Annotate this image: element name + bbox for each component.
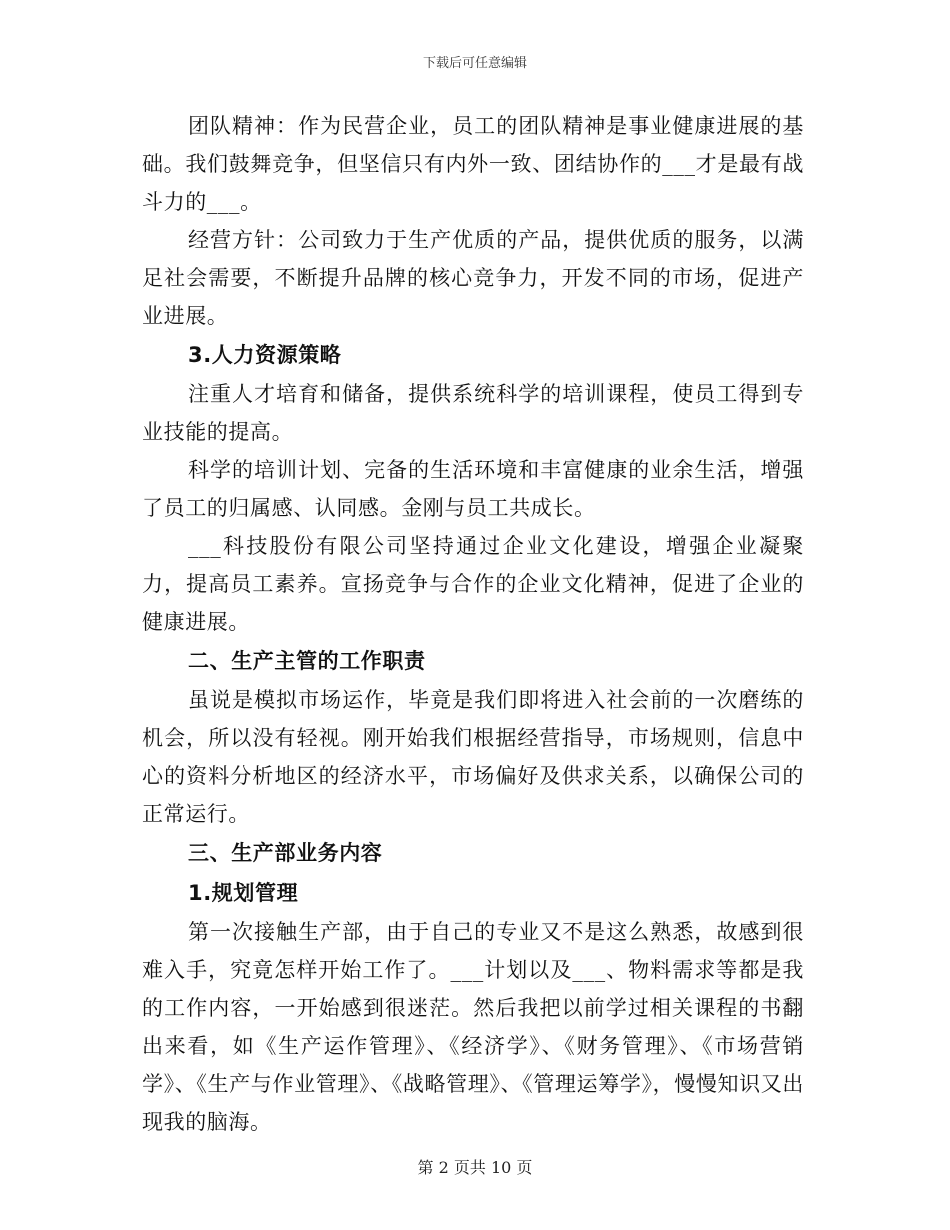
paragraph-training-plan: 科学的培训计划、完备的生活环境和丰富健康的业余生活，增强了员工的归属感、认同感。金刚与员工共成长。 (142, 458, 804, 520)
page-footer: 第 2 页共 10 页 (417, 1158, 533, 1177)
heading-production-manager-duties: 二、生产主管的工作职责 (188, 649, 426, 673)
paragraph-corporate-culture: ___科技股份有限公司坚持通过企业文化建设，增强企业凝聚力，提高员工素养。宣扬竞争与合作的企业文化精神，促进了企业的健康进展。 (142, 534, 804, 634)
paragraph-talent-training: 注重人才培育和储备，提供系统科学的培训课程，使员工得到专业技能的提高。 (142, 382, 804, 444)
paragraph-first-contact: 第一次接触生产部，由于自己的专业又不是这么熟悉，故感到很难入手，究竟怎样开始工作了。___计划以及___、物料需求等都是我的工作内容，一开始感到很迷茫。然后我把以前学过相关课程的书翻出来看，如《生产运作管理》、《经济学》、《财务管理》、《市场营销学》、《生产与作业管理》、《战略管理》、《管理运筹学》，慢慢知识又出现我的脑海。 (142, 920, 804, 1134)
heading-production-dept-content: 三、生产部业务内容 (188, 841, 383, 865)
heading-planning-management: 1.规划管理 (188, 881, 299, 905)
document-body (142, 107, 804, 1141)
page-header: 下载后可任意编辑 (422, 56, 527, 71)
paragraph-business-policy: 经营方针：公司致力于生产优质的产品，提供优质的服务，以满足社会需要，不断提升品牌的核心竞争力，开发不同的市场，促进产业进展。 (142, 228, 804, 328)
paragraph-market-simulation: 虽说是模拟市场运作，毕竟是我们即将进入社会前的一次磨练的机会，所以没有轻视。刚开始我们根据经营指导，市场规则，信息中心的资料分析地区的经济水平，市场偏好及供求关系，以确保公司的正常运行。 (142, 688, 804, 826)
paragraph-team-spirit: 团队精神：作为民营企业，员工的团队精神是事业健康进展的基础。我们鼓舞竞争，但坚信只有内外一致、团结协作的___才是最有战斗力的___。 (142, 114, 804, 214)
heading-hr-strategy: 3.人力资源策略 (188, 343, 342, 367)
